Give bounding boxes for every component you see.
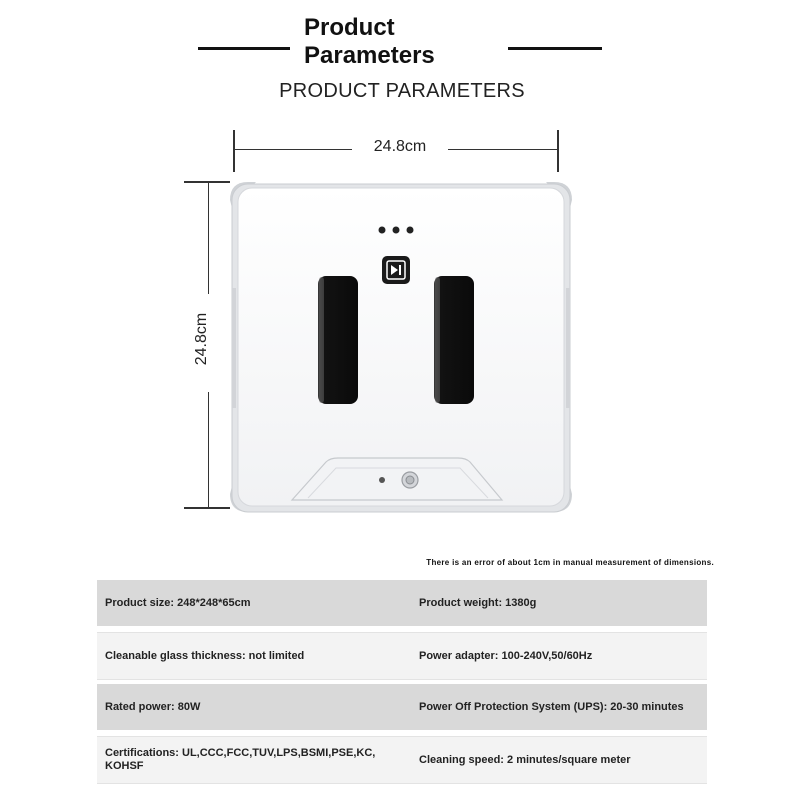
title-line-1: Product	[304, 14, 395, 41]
spec-row	[97, 684, 707, 730]
measurement-note: There is an error of about 1cm in manual measurement of dimensions.	[426, 558, 714, 567]
title-line-2: Parameters	[304, 42, 435, 69]
play-pause-button-icon	[382, 256, 410, 284]
height-dimension-label: 24.8cm	[193, 312, 210, 366]
spec-ups: Power Off Protection System (UPS): 20-30 minutes	[419, 700, 684, 713]
page-subtitle: PRODUCT PARAMETERS	[279, 80, 525, 102]
width-dimension-tick-left	[233, 130, 235, 172]
height-dimension-tick-top	[184, 181, 230, 183]
width-dimension-line-right	[448, 149, 558, 150]
bottom-module	[292, 458, 502, 500]
spec-glass-thickness: Cleanable glass thickness: not limited	[105, 649, 305, 662]
spec-product-weight: Product weight: 1380g	[419, 596, 537, 609]
spec-product-size: Product size: 248*248*65cm	[105, 596, 251, 609]
height-dimension-line-top	[208, 182, 209, 294]
width-dimension-label: 24.8cm	[373, 138, 427, 155]
spec-rated-power: Rated power: 80W	[105, 700, 201, 713]
width-dimension-tick-right	[557, 130, 559, 172]
spec-certifications: Certifications: UL,CCC,FCC,TUV,LPS,BSMI,PSE,KC, KOHSF	[105, 747, 376, 772]
status-indicator-dots	[379, 227, 414, 234]
spec-row	[97, 736, 707, 784]
spec-row	[97, 580, 707, 626]
spec-row	[97, 632, 707, 680]
title-divider-right	[508, 47, 602, 50]
spec-cleaning-speed: Cleaning speed: 2 minutes/square meter	[419, 753, 631, 766]
page-title	[304, 14, 435, 70]
height-dimension-line-bottom	[208, 392, 209, 508]
width-dimension-line-left	[234, 149, 352, 150]
window-cleaning-robot-image	[226, 178, 576, 518]
height-dimension-tick-bottom	[184, 507, 230, 509]
spec-power-adapter: Power adapter: 100-240V,50/60Hz	[419, 649, 593, 662]
title-divider-left	[198, 47, 290, 50]
